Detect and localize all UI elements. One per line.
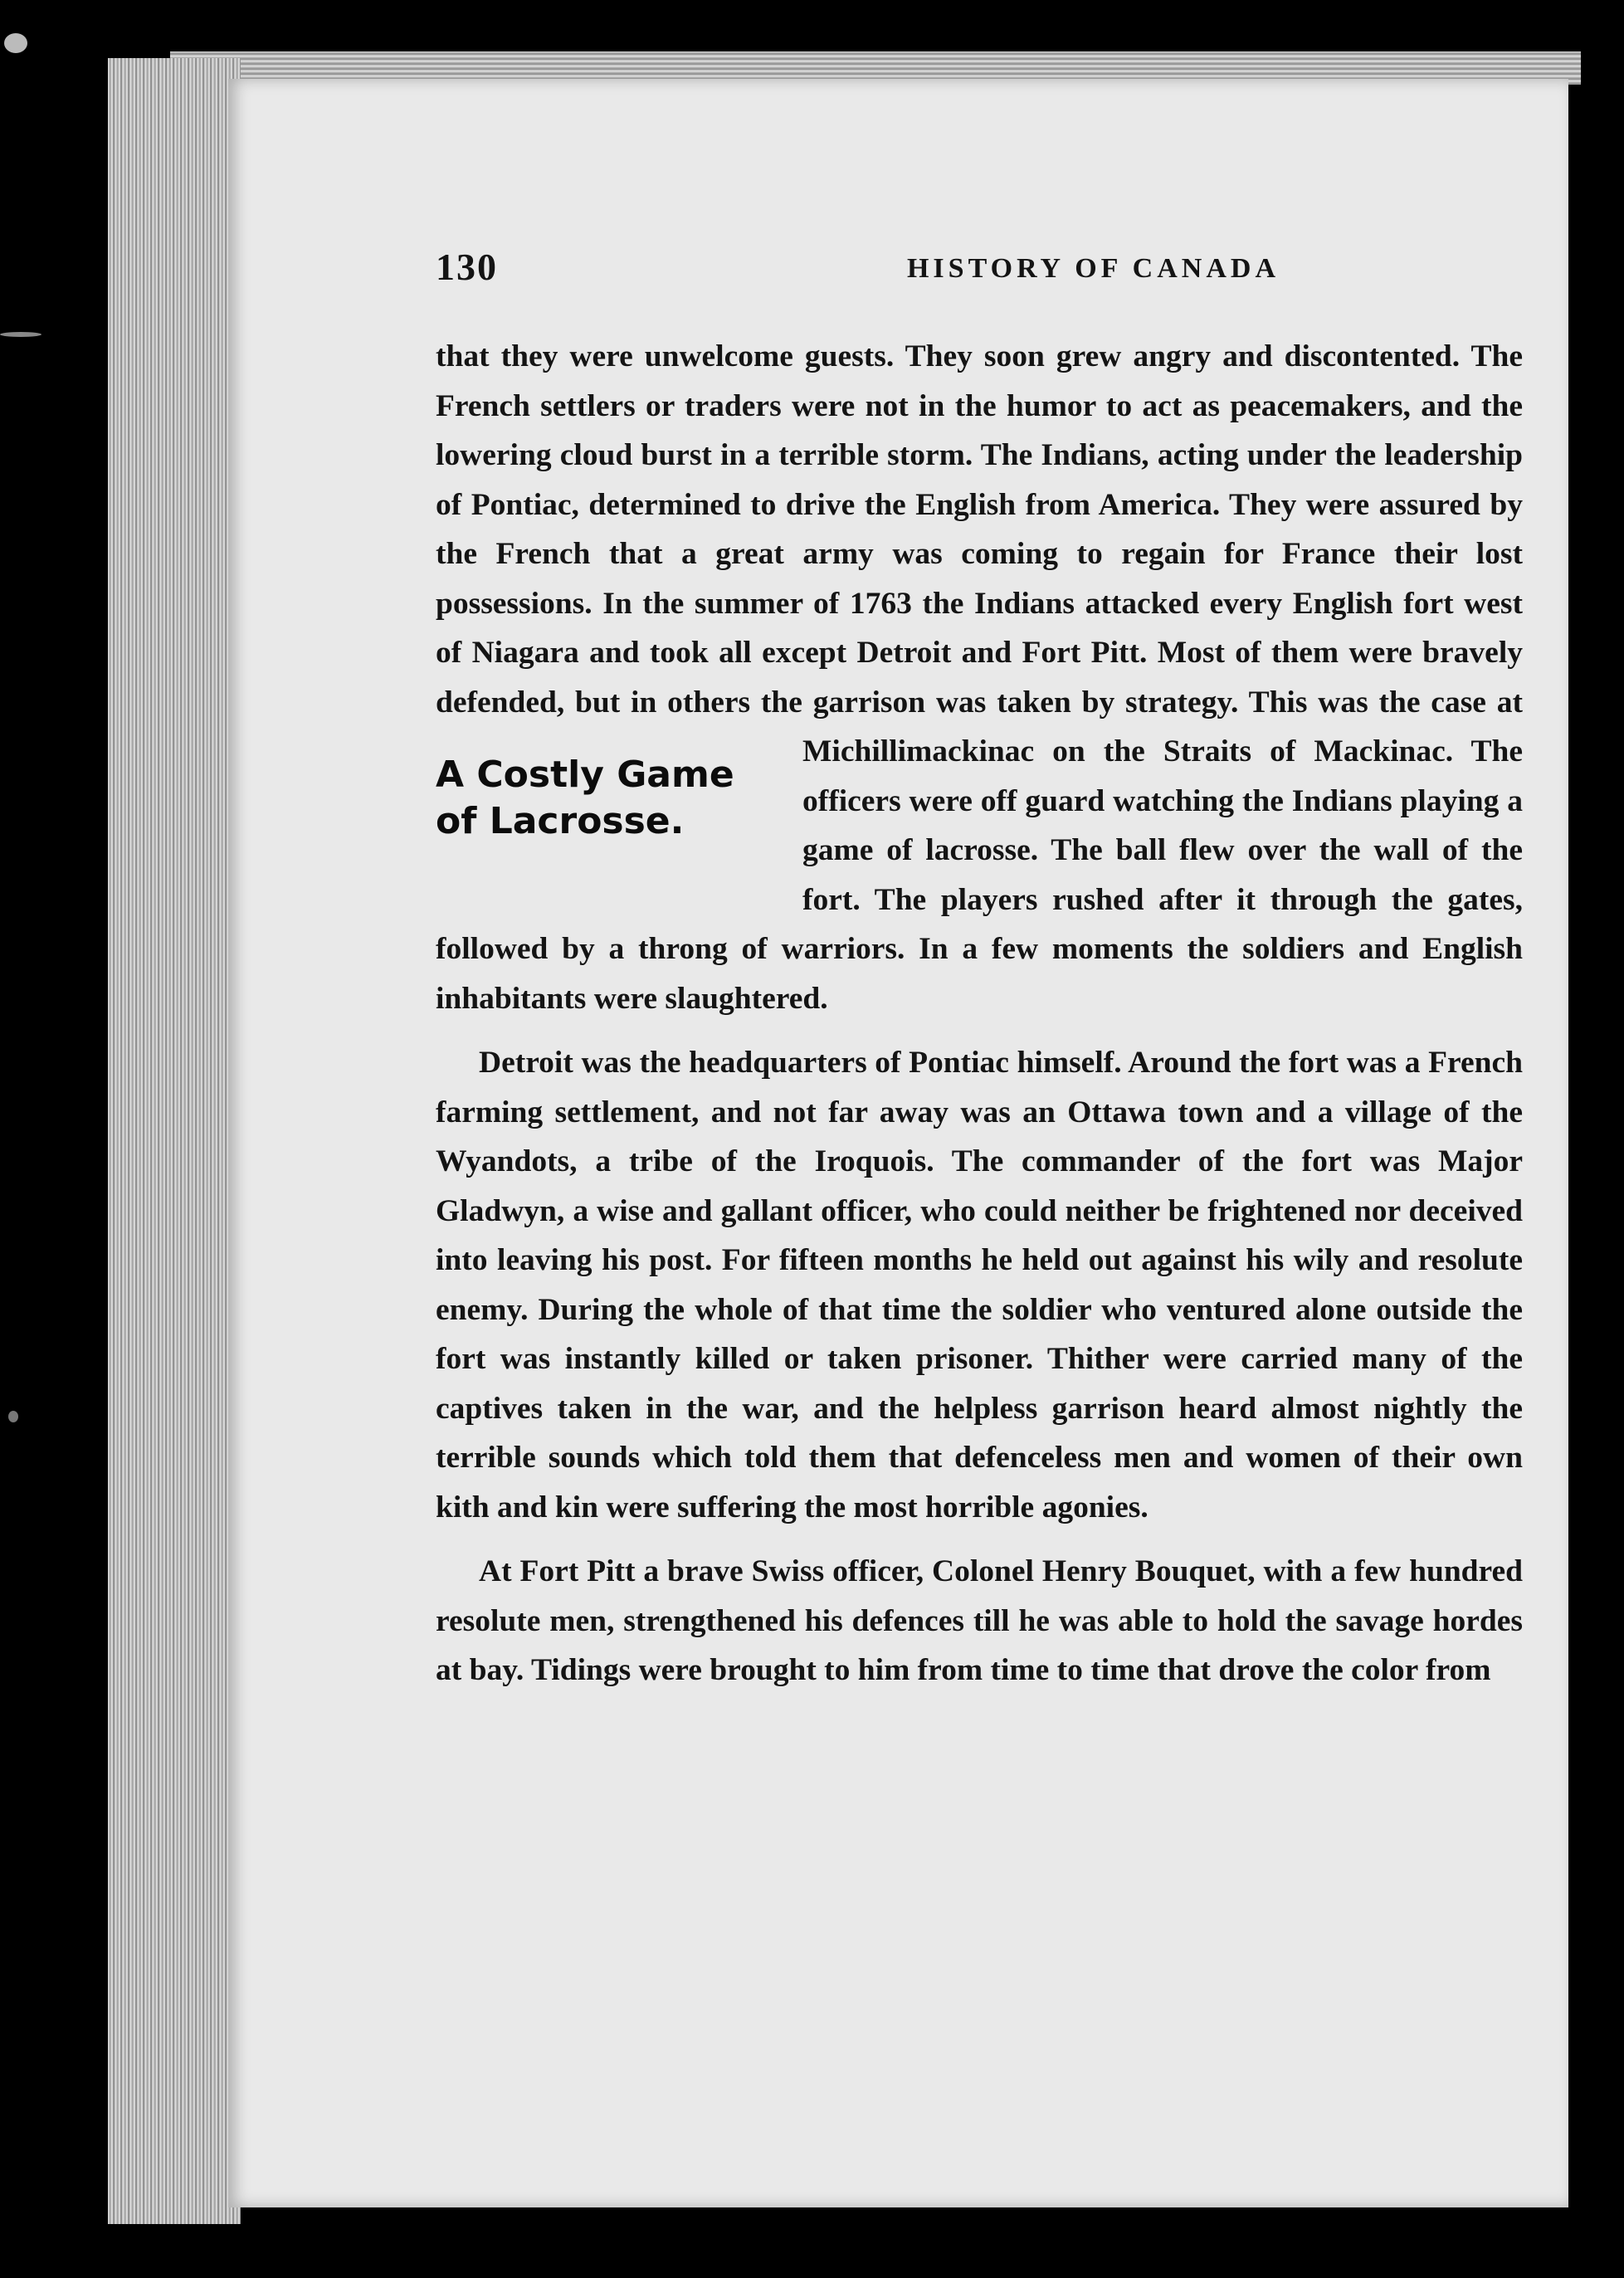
page-number: 130	[436, 246, 498, 288]
sidenote-line-2: of Lacrosse.	[436, 800, 685, 842]
scan-speck	[4, 33, 27, 53]
paragraph-2: Detroit was the headquarters of Pontiac himself. Around the fort was a French farming settlement, and not far away was an Ottawa town and a village of the Wyandots, a tribe of the Iroquois. The commander of the fort was Major Gladwyn, a wise and gallant officer, who could neither be frightened nor deceived into leaving his post. For fifteen months he held out against his wily and resolute enemy. During the whole of that time the soldier who ventured alone outside the fort was instantly killed or taken prisoner. Thither were carried many of the captives taken in the war, and the helpless garrison heard almost nightly the terrible sounds which told them that defenceless men and women of their own kith and kin were suffering the most horrible agonies.	[436, 1046, 1523, 1524]
body-text	[436, 332, 1523, 1695]
paragraph-3: At Fort Pitt a brave Swiss officer, Colonel Henry Bouquet, with a few hundred resolute men, strengthened his defences till he was able to hold the savage hordes at bay. Tidings were brought to him from time to time that drove the color from	[436, 1554, 1523, 1687]
scan-speck	[8, 1411, 18, 1422]
paragraph-1-part-a: that they were unwelcome guests. They soon grew angry and discontented. The French settlers or traders were not in the humor to act as peacemakers, and the lowering cloud burst in a terrible storm. The Indians, acting under the leadership of Pontiac, determined to drive the English from America. They were assured by the French that a great army was coming to regain for France their lost possessions. In the summer of 1763 the Indians attacked every English fort west of Niagara and took all except Detroit and Fort Pitt. Most of them were bravely defended, but in others the garrison was taken by strategy. This was the case at Michillimackinac on the	[436, 339, 1523, 768]
book-page-edges	[108, 58, 241, 2224]
running-head: HISTORY OF CANADA	[906, 253, 1280, 284]
scan-speck	[0, 332, 41, 337]
sidenote-heading	[436, 734, 784, 900]
page-header	[436, 245, 1624, 303]
paragraph-1-part-b: Straits of Mackinac. The officers were off guard watching the Indians playing a game of lacrosse. The ball flew over the wall of the fort. The players rushed after it through the gates, followed by a throng of warriors. In a few moments the soldiers and English inhabitants were slaughtered.	[436, 734, 1523, 1016]
sidenote-line-1: A Costly Game	[436, 754, 734, 796]
book-page	[228, 79, 1568, 2207]
paragraph-1	[436, 332, 1523, 1023]
